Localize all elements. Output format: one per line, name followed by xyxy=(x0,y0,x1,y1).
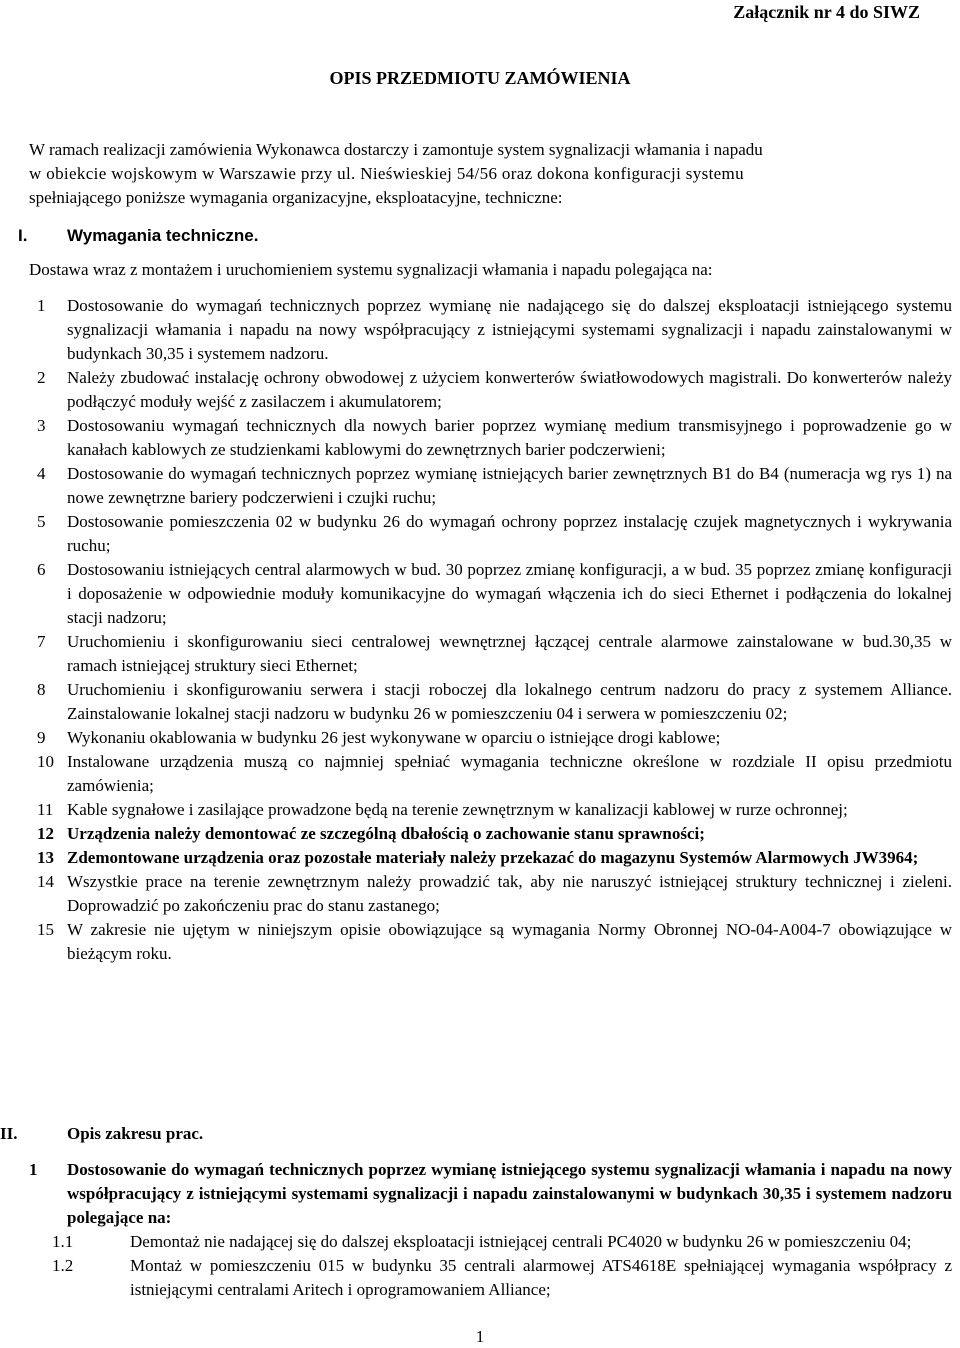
sub-item-text: Montaż w pomieszczeniu 015 w budynku 35 centrali alarmowej ATS4618E spełniającej wymagania współpracy z istniejącymi centralami Aritech i oprogramowaniem Alliance; xyxy=(130,1256,952,1299)
document-title: OPIS PRZEDMIOTU ZAMÓWIENIA xyxy=(329,68,631,88)
item-text: Uruchomieniu i skonfigurowaniu serwera i stacji roboczej dla lokalnego centrum nadzoru do pracy z systemem Alliance. Zainstalowanie lokalnej stacji nadzoru w budynku 26 w pomieszczeniu 04 i serwera w pomieszczeniu 02; xyxy=(67,680,952,723)
item-number: 14 xyxy=(37,872,54,891)
list-item xyxy=(0,822,960,846)
item-number: 3 xyxy=(37,416,46,435)
item-number: 4 xyxy=(37,464,46,483)
list-item xyxy=(0,750,960,798)
item-text: Należy zbudować instalację ochrony obwodowej z użyciem konwerterów światłowodowych magistrali. Do konwerterów należy podłączyć moduły wejść z zasilaczem i akumulatorem; xyxy=(67,368,952,411)
point-number: 1 xyxy=(29,1160,38,1179)
list-item xyxy=(0,846,960,870)
list-item xyxy=(0,414,960,462)
intro-paragraph xyxy=(29,138,951,210)
list-item xyxy=(0,630,960,678)
item-text: Dostosowaniu istniejących central alarmowych w bud. 30 poprzez zmianę konfiguracji, a w bud. 35 poprzez zmianę konfiguracji i doposażenie w odpowiednie moduły komunikacyjne do wymagań włączenia ich do sieci Ethernet i podłączenia do lokalnej stacji nadzoru; xyxy=(67,560,952,627)
item-text: Zdemontowane urządzenia oraz pozostałe materiały należy przekazać do magazynu Systemów Alarmowych JW3964; xyxy=(67,848,919,867)
item-text: Dostosowaniu wymagań technicznych dla nowych barier poprzez wymianę medium transmisyjnego i poprowadzenie go w kanałach kablowych ze studzienkami kablowymi do zewnętrznych barier podczerwieni; xyxy=(67,416,952,459)
section-title: Opis zakresu prac. xyxy=(67,1124,204,1143)
item-number: 15 xyxy=(37,920,54,939)
list-item xyxy=(0,294,960,366)
item-number: 10 xyxy=(37,752,54,771)
page-number: 1 xyxy=(475,1327,485,1346)
item-text: Uruchomieniu i skonfigurowaniu sieci centralowej wewnętrznej łączącej centrale alarmowe zainstalowane w bud.30,35 w ramach istniejącej struktury sieci Ethernet; xyxy=(67,632,952,675)
list-item xyxy=(0,462,960,510)
item-number: 1 xyxy=(37,296,46,315)
item-number: 13 xyxy=(37,848,54,867)
item-number: 7 xyxy=(37,632,46,651)
sub-item-number: 1.1 xyxy=(52,1232,74,1251)
item-number: 6 xyxy=(37,560,46,579)
section-heading-2 xyxy=(0,1122,960,1146)
sub-item xyxy=(0,1254,960,1302)
section-number: II. xyxy=(0,1124,18,1143)
scope-point-1 xyxy=(0,1158,960,1230)
sub-item xyxy=(0,1230,960,1254)
list-item xyxy=(0,510,960,558)
intro-line: w obiekcie wojskowym w Warszawie przy ul. Nieświeskiej 54/56 oraz dokona konfiguracji systemu xyxy=(29,164,744,183)
subitems-list xyxy=(0,1230,960,1302)
point-text: Dostosowanie do wymagań technicznych poprzez wymianę istniejącego systemu sygnalizacji włamania i napadu na nowy współpracujący z istniejącymi systemami sygnalizacji i napadu zainstalowanymi w budynkach 30,35 i systemem nadzoru polegające na: xyxy=(67,1160,952,1227)
intro-line: spełniającego poniższe wymagania organizacyjne, eksploatacyjne, techniczne: xyxy=(29,188,563,207)
list-item xyxy=(0,870,960,918)
list-item xyxy=(0,798,960,822)
item-number: 11 xyxy=(37,800,54,819)
list-item xyxy=(0,366,960,414)
section-title: Wymagania techniczne. xyxy=(67,226,259,245)
item-text: Dostosowanie pomieszczenia 02 w budynku 26 do wymagań ochrony poprzez instalację czujek magnetycznych i wykrywania ruchu; xyxy=(67,512,952,555)
item-text: Wykonaniu okablowania w budynku 26 jest wykonywane w oparciu o istniejące drogi kablowe; xyxy=(67,728,721,747)
list-item xyxy=(0,678,960,726)
list-item xyxy=(0,726,960,750)
sub-item-number: 1.2 xyxy=(52,1256,74,1275)
item-text: W zakresie nie ujętym w niniejszym opisie obowiązujące są wymagania Normy Obronnej NO-04-A004-7 obowiązujące w bieżącym roku. xyxy=(67,920,952,963)
section-number: I. xyxy=(18,226,28,245)
sub-item-text: Demontaż nie nadającej się do dalszej eksploatacji istniejącej centrali PC4020 w budynku 26 w pomieszczeniu 04; xyxy=(130,1232,912,1251)
item-number: 5 xyxy=(37,512,46,531)
requirements-list xyxy=(0,294,960,966)
item-text: Dostosowanie do wymagań technicznych poprzez wymianę istniejących barier zewnętrznych B1 do B4 (numeracja wg rys 1) na nowe zewnętrzne bariery podczerwieni i czujki ruchu; xyxy=(67,464,952,507)
item-number: 9 xyxy=(37,728,46,747)
item-number: 12 xyxy=(37,824,54,843)
list-item xyxy=(0,558,960,630)
item-number: 8 xyxy=(37,680,46,699)
item-text: Kable sygnałowe i zasilające prowadzone będą na terenie zewnętrznym w kanalizacji kablowej w rurze ochronnej; xyxy=(67,800,848,819)
lead-paragraph: Dostawa wraz z montażem i uruchomieniem systemu sygnalizacji włamania i napadu polegająca na: xyxy=(29,260,713,279)
section-heading-1 xyxy=(18,224,918,248)
item-text: Urządzenia należy demontować ze szczególną dbałością o zachowanie stanu sprawności; xyxy=(67,824,705,843)
item-text: Instalowane urządzenia muszą co najmniej spełniać wymagania techniczne określone w rozdziale II opisu przedmiotu zamówienia; xyxy=(67,752,952,795)
attachment-label: Załącznik nr 4 do SIWZ xyxy=(733,2,920,22)
item-text: Wszystkie prace na terenie zewnętrznym należy prowadzić tak, aby nie naruszyć istniejącej struktury technicznej i zieleni. Doprowadzić po zakończeniu prac do stanu zastanego; xyxy=(67,872,952,915)
list-item xyxy=(0,918,960,966)
item-number: 2 xyxy=(37,368,46,387)
item-text: Dostosowanie do wymagań technicznych poprzez wymianę nie nadającego się do dalszej eksploatacji istniejącego systemu sygnalizacji włamania i napadu na nowy współpracujący z istniejącymi systemami sygnalizacji i napadu zainstalowanymi w budynkach 30,35 i systemem nadzoru. xyxy=(67,296,952,363)
intro-line: W ramach realizacji zamówienia Wykonawca dostarczy i zamontuje system sygnalizacji włamania i napadu xyxy=(29,140,763,159)
